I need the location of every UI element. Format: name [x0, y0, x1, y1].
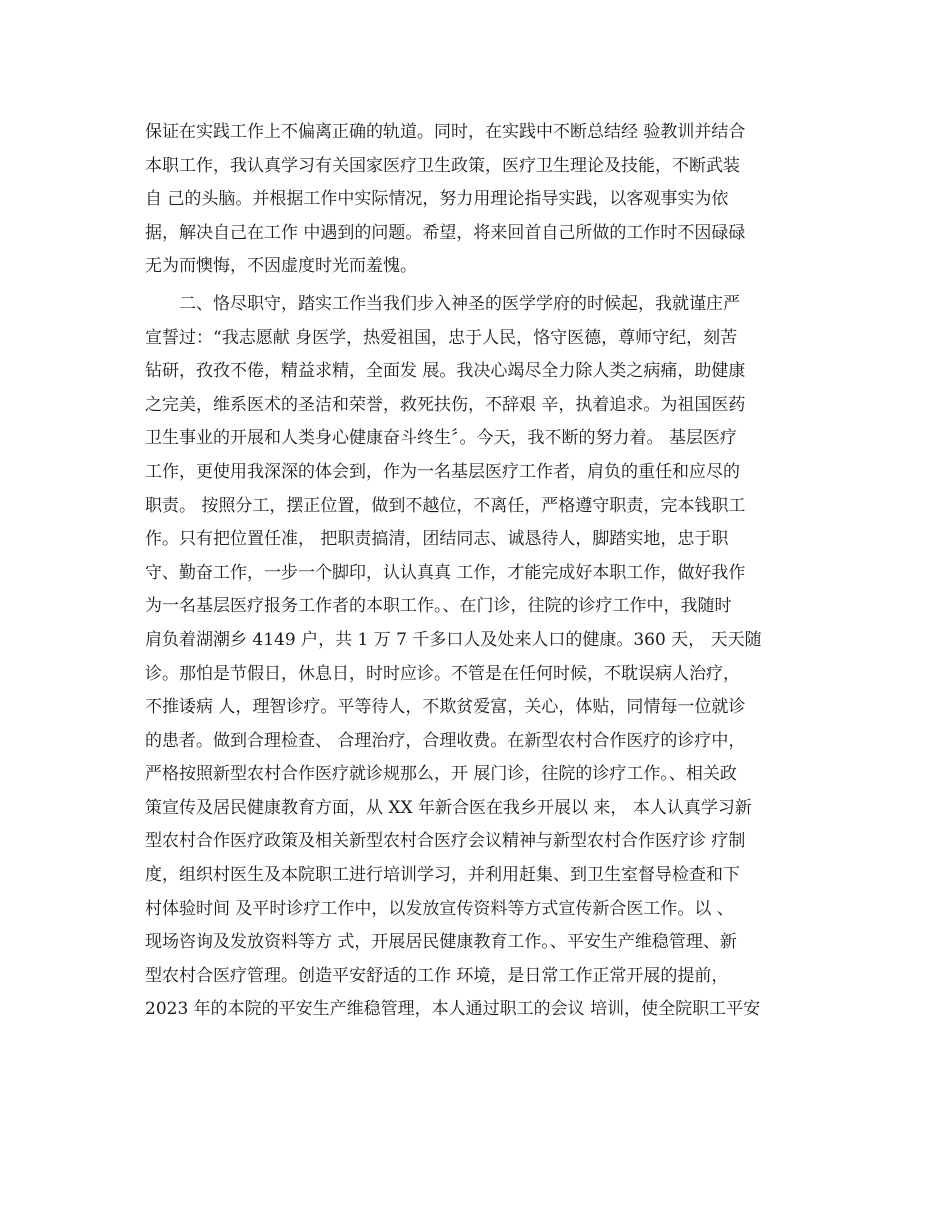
- document-body: [145, 116, 805, 1027]
- text-line: 钻研，孜孜不倦，精益求精，全面发 展。我决心竭尽全力除人类之病痛，助健康: [145, 361, 746, 382]
- text-line: 宣誓过：“我志愿献 身医学，热爱祖国，忠于人民，恪守医德，尊师守纪，刻苦: [145, 327, 738, 348]
- text-line: 的患者。做到合理检查、 合理治疗，合理收费。在新型农村合作医疗的诊疗中，: [145, 730, 746, 751]
- text-line: 策宣传及居民健康教育方面，从 XX 年新合医在我乡开展以 来， 本人认真学习新: [145, 797, 752, 818]
- text-line: 本职工作，我认真学习有关国家医疗卫生政策，医疗卫生理论及技能，不断武装: [145, 155, 740, 176]
- text-line: 严格按照新型农村合作医疗就诊规那么，开 展门诊，往院的诊疗工作。、相关政: [145, 764, 737, 785]
- paragraph-2: [145, 288, 805, 1027]
- text-line: 型农村合作医疗政策及相关新型农村合医疗会议精神与新型农村合作医疗诊 疗制: [145, 831, 746, 852]
- text-line: 诊。那怕是节假日，休息日，时时应诊。不管是在任何时候，不耽误病人治疗，: [145, 663, 740, 684]
- text-line: 度，组织村医生及本院职工进行培训学习，并利用赶集、到卫生室督导检查和下: [145, 865, 740, 886]
- text-line: 型农村合医疗管理。创造平安舒适的工作 环境，是日常工作正常开展的提前，: [145, 965, 729, 986]
- text-line: 无为而懊悔，不因虚度时光而羞愧。: [145, 256, 417, 277]
- text-line: 之完美，维系医术的圣洁和荣誉，救死扶伤，不辞艰 辛，执着追求。为祖国医药: [145, 394, 746, 415]
- paragraph-1: [145, 116, 805, 284]
- text-line: 保证在实践工作上不偏离正确的轨道。同时，在实践中不断总结经 验教训并结合: [145, 122, 746, 142]
- text-line: 守、勤奋工作，一步一个脚印，认认真真 工作，才能完成好本职工作，做好我作: [145, 562, 746, 583]
- text-line: 卫生事业的开展和人类身心健康奋斗终生〞。今天，我不断的努力着。 基层医疗: [145, 428, 737, 449]
- text-line: 工作，更使用我深深的体会到，作为一名基层医疗工作者，肩负的重任和应尽的: [145, 461, 740, 482]
- text-line: 肩负着湖潮乡 4149 户，共 1 万 7 千多口人及处来人口的健康。360 天， 天天随: [145, 629, 762, 650]
- text-line: 为一名基层医疗报务工作者的本职工作。、在门诊，往院的诊疗工作中，我随时: [145, 596, 732, 617]
- text-line: 作。只有把位置任准， 把职责搞清，团结同志、诚恳待人，脚踏实地，忠于职: [145, 529, 729, 550]
- text-line: 现场咨询及发放资料等方 式，开展居民健康教育工作。、平安生产维稳管理、新: [145, 932, 737, 953]
- text-line: 职责。 按照分工，摆正位置，做到不越位，不离任，严格遵守职责，完本钱职工: [145, 495, 746, 516]
- text-line: 村体验时间 及平时诊疗工作中，以发放宣传资料等方式宣传新合医工作。以 、: [145, 898, 734, 919]
- text-line: 自 己的头脑。并根据工作中实际情况，努力用理论指导实践，以客观事实为依: [145, 189, 729, 210]
- text-line: 2023 年的本院的平安生产维稳管理，本人通过职工的会议 培训，使全院职工平安: [145, 999, 761, 1020]
- text-line: 不推诿病 人，理智诊疗。平等待人，不欺贫爱富，关心，体贴，同情每一位就诊: [145, 697, 746, 718]
- text-line: 据，解决自己在工作 中遇到的问题。希望，将来回首自己所做的工作时不因碌碌: [145, 222, 746, 243]
- text-line: 二、恪尽职守，踏实工作当我们步入神圣的医学学府的时候起，我就谨庄严: [145, 293, 740, 314]
